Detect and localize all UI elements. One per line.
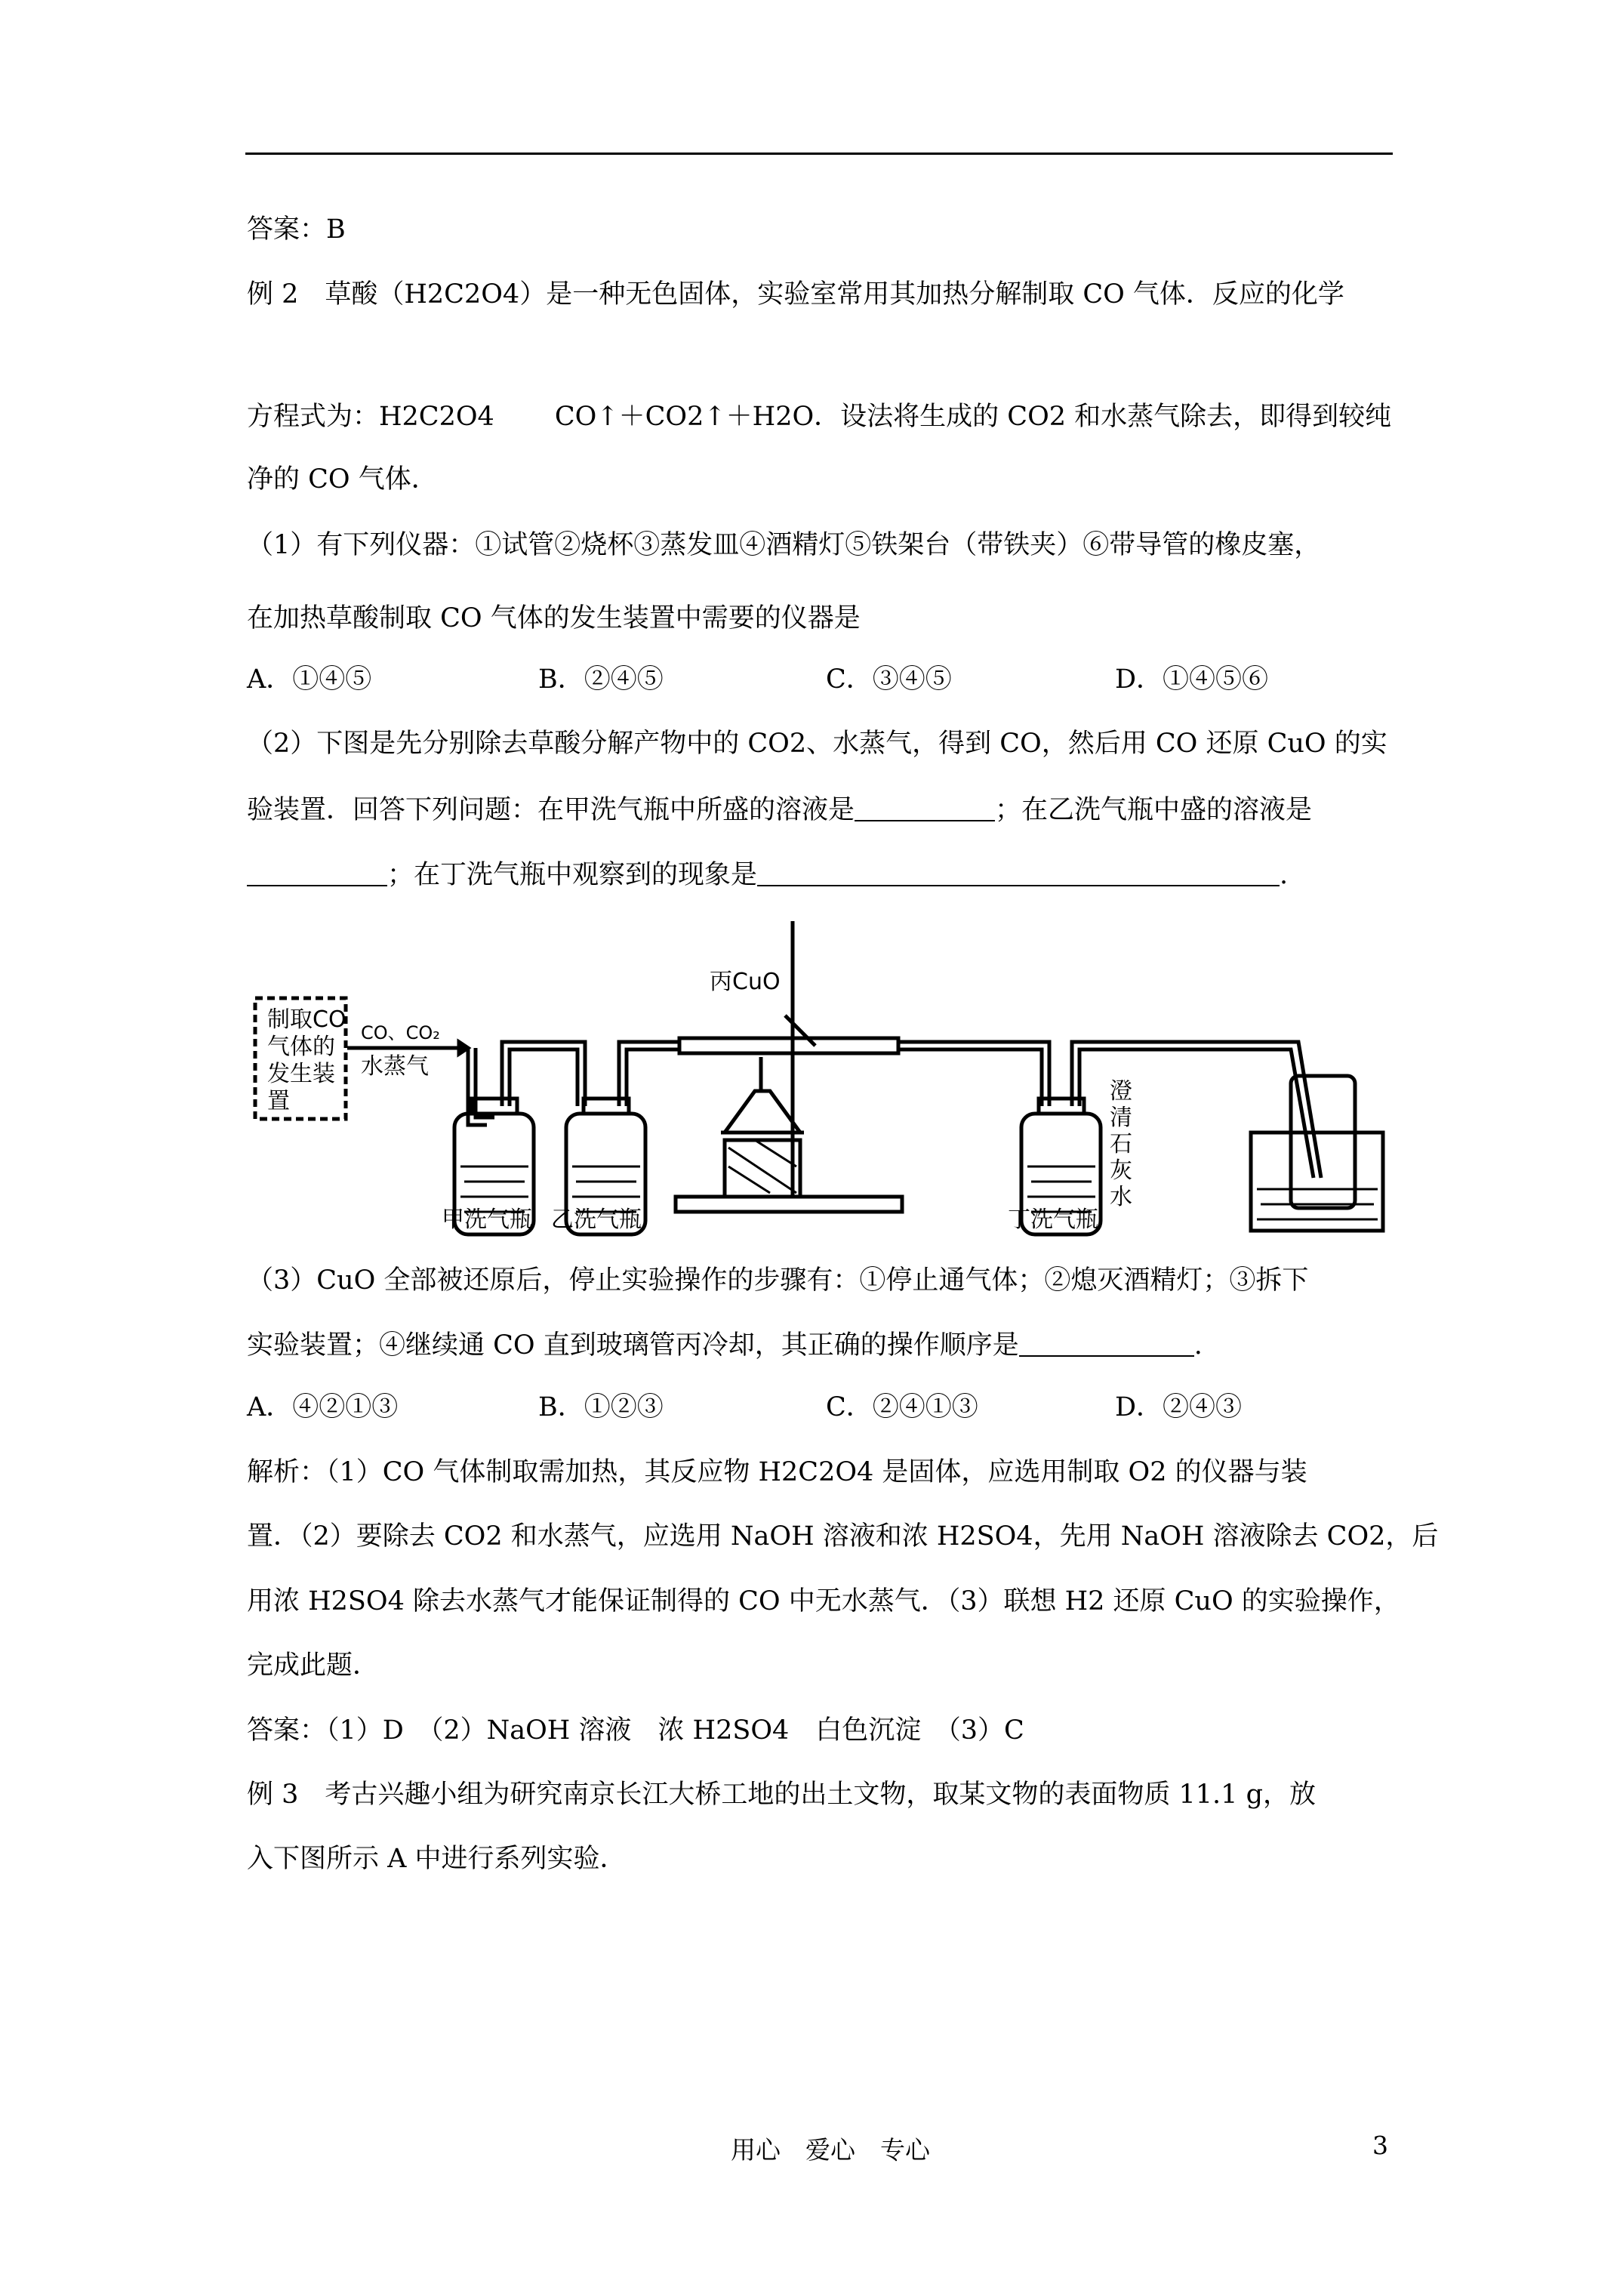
option-c: C．③④⑤ bbox=[826, 664, 952, 695]
source-box-line-4: 置 bbox=[267, 1088, 290, 1114]
source-box-line-1: 制取CO bbox=[267, 1006, 346, 1033]
question-1-line: （1）有下列仪器：①试管②烧杯③蒸发皿④酒精灯⑤铁架台（带铁夹）⑥带导管的橡皮塞， bbox=[247, 530, 1321, 560]
equation-line bbox=[247, 400, 1391, 433]
question-2-prompt: 验装置．回答下列问题：在甲洗气瓶中所盛的溶液是 ；在乙洗气瓶中盛的溶液是 bbox=[247, 795, 1313, 825]
source-box-line-3: 发生装 bbox=[267, 1061, 335, 1087]
limewater-label-1: 澄 bbox=[1110, 1078, 1132, 1105]
answer-line: 答案：B bbox=[247, 214, 346, 245]
paragraph-line: 净的 CO 气体． bbox=[247, 464, 438, 495]
analysis-line-1: 解析：（1）CO 气体制取需加热，其反应物 H2C2O4 是固体，应选用制取 O2 的仪器与装 bbox=[247, 1457, 1307, 1487]
header-rule bbox=[245, 153, 1393, 155]
option-d: D．①④⑤⑥ bbox=[1115, 664, 1269, 695]
answer-summary: 答案：（1）D （2）NaOH 溶液 浓 H2SO4 白色沉淀 （3）C bbox=[247, 1715, 1024, 1746]
analysis-line-3: 用浓 H2SO4 除去水蒸气才能保证制得的 CO 中无水蒸气．（3）联想 H2 还原 CuO 的实验操作， bbox=[247, 1586, 1400, 1616]
cuo-label: 丙CuO bbox=[710, 969, 781, 995]
answer-blank-order[interactable] bbox=[1019, 1330, 1194, 1357]
question-2-line: （2）下图是先分别除去草酸分解产物中的 CO2、水蒸气，得到 CO，然后用 CO 还原 CuO 的实 bbox=[247, 729, 1387, 759]
example-2-heading: 例 2 草酸（H2C2O4）是一种无色固体，实验室常用其加热分解制取 CO 气体．反应的化学 bbox=[247, 279, 1344, 310]
answer-blank-jia[interactable] bbox=[855, 794, 995, 821]
question-3-line: （3）CuO 全部被还原后，停止实验操作的步骤有：①停止通气体；②熄灭酒精灯；③拆下 bbox=[247, 1265, 1309, 1296]
footer-motto: 用心 爱心 专心 bbox=[731, 2135, 930, 2165]
source-box-line-2: 气体的 bbox=[267, 1034, 335, 1060]
option-d: D．②④③ bbox=[1115, 1392, 1243, 1422]
option-b: B．①②③ bbox=[538, 1392, 664, 1422]
experiment-apparatus-diagram bbox=[242, 906, 1480, 1246]
gas-label-bottom: 水蒸气 bbox=[361, 1053, 429, 1080]
equation-products: CO↑＋CO2↑＋H2O．设法将生成的 CO2 和水蒸气除去，即得到较纯 bbox=[554, 402, 1392, 432]
limewater-label-5: 水 bbox=[1110, 1184, 1132, 1210]
question-1-prompt: 在加热草酸制取 CO 气体的发生装置中需要的仪器是 bbox=[247, 603, 861, 633]
example-3-heading: 例 3 考古兴趣小组为研究南京长江大桥工地的出土文物，取某文物的表面物质 11.1 g，放 bbox=[247, 1780, 1316, 1810]
example-3-line-2: 入下图所示 A 中进行系列实验． bbox=[247, 1844, 627, 1874]
page-number: 3 bbox=[1372, 2131, 1388, 2160]
gas-label-top: CO、CO₂ bbox=[361, 1022, 440, 1043]
limewater-label-4: 灰 bbox=[1110, 1157, 1132, 1184]
analysis-line-4: 完成此题． bbox=[247, 1650, 380, 1681]
question-3-prompt: 实验装置；④继续通 CO 直到玻璃管丙冷却，其正确的操作顺序是 . bbox=[247, 1330, 1203, 1361]
bottle-yi-label: 乙洗气瓶 bbox=[551, 1207, 642, 1233]
question-2-prompt-cont: ；在丁洗气瓶中观察到的现象是 . bbox=[247, 858, 1288, 892]
limewater-label-3: 石 bbox=[1110, 1131, 1132, 1157]
limewater-label-2: 清 bbox=[1110, 1105, 1132, 1131]
option-c: C．②④①③ bbox=[826, 1392, 978, 1422]
analysis-line-2: 置．（2）要除去 CO2 和水蒸气，应选用 NaOH 溶液和浓 H2SO4，先用 NaOH 溶液除去 CO2，后 bbox=[247, 1521, 1439, 1552]
bottle-ding-label: 丁洗气瓶 bbox=[1008, 1207, 1098, 1233]
answer-blank-yi[interactable] bbox=[247, 859, 387, 886]
bottle-jia-label: 甲洗气瓶 bbox=[442, 1207, 532, 1233]
equation-reactant: 方程式为：H2C2O4 bbox=[247, 402, 494, 432]
combustion-tube bbox=[679, 1038, 898, 1053]
option-a: A．④②①③ bbox=[247, 1392, 399, 1422]
option-a: A．①④⑤ bbox=[247, 664, 372, 695]
option-b: B．②④⑤ bbox=[538, 664, 664, 695]
answer-blank-ding[interactable] bbox=[757, 859, 1280, 886]
